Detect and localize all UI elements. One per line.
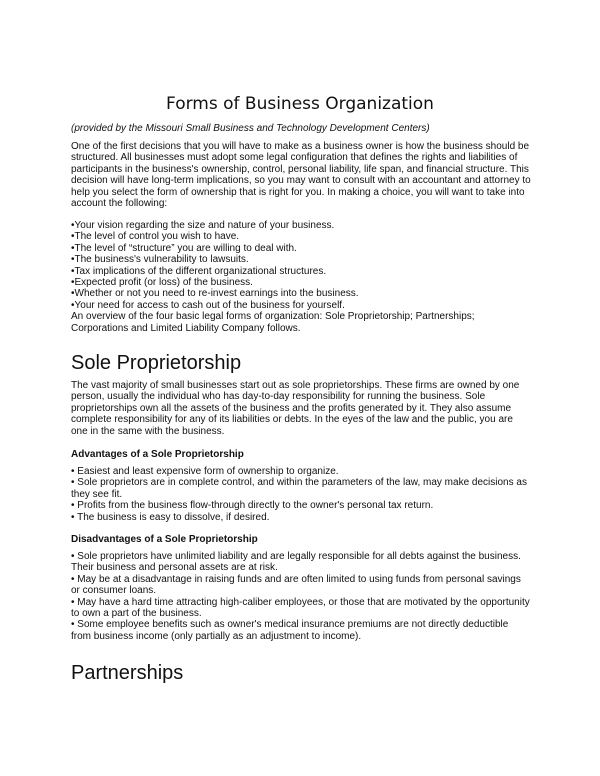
- list-item: • May be at a disadvantage in raising funds and are often limited to using funds from personal savings or consumer loans.: [71, 573, 521, 597]
- considerations-list: [71, 220, 531, 334]
- intro-paragraph: One of the first decisions that you will have to make as a business owner is how the business should be structured. All businesses must adopt some legal configuration that defines the rights and liabilities of participants in the business's ownership, control, personal liability, life span, and financial structure. This decision will have long-term implications, so you may want to consult with an accountant and attorney to help you select the form of ownership that is right for you. In making a choice, you will want to take into account the following:: [71, 141, 531, 210]
- list-item: • Sole proprietors have unlimited liability and are legally responsible for all debts against the business. Their business and personal assets are at risk.: [71, 551, 521, 574]
- advantages-heading: Advantages of a Sole Proprietorship: [71, 449, 244, 460]
- page-title: Forms of Business Organization: [166, 94, 434, 114]
- list-item: • May have a hard time attracting high-caliber employees, or those that are motivated by the opportunity to own a part of the business.: [71, 596, 530, 620]
- list-item: •The level of “structure” you are willing to deal with.: [71, 242, 297, 254]
- list-item: • Some employee benefits such as owner's medical insurance premiums are not directly deductible from business income (only partially as an adjustment to income).: [71, 619, 509, 642]
- list-item: •Your need for access to cash out of the business for yourself.: [71, 299, 345, 311]
- list-item: • Profits from the business flow-through directly to the owner's personal tax return.: [71, 500, 434, 512]
- sole-proprietorship-heading: Sole Proprietorship: [71, 352, 242, 374]
- subtitle: (provided by the Missouri Small Business and Technology Development Centers): [71, 123, 430, 134]
- list-item: • Easiest and least expensive form of ownership to organize.: [71, 466, 339, 477]
- partnerships-heading: Partnerships: [71, 662, 184, 684]
- list-item: •Whether or not you need to re-invest earnings into the business.: [71, 288, 359, 300]
- list-item: •Your vision regarding the size and nature of your business.: [71, 220, 335, 231]
- advantages-list: [71, 466, 531, 523]
- list-item: •The business's vulnerability to lawsuits.: [71, 254, 249, 266]
- disadvantages-list: [71, 551, 531, 642]
- list-item: • Sole proprietors are in complete control, and within the parameters of the law, may make decisions as they see fit.: [71, 477, 527, 500]
- list-item: • The business is easy to dissolve, if desired.: [71, 511, 270, 523]
- list-item: •The level of control you wish to have.: [71, 231, 240, 243]
- disadvantages-heading: Disadvantages of a Sole Proprietorship: [71, 534, 258, 545]
- list-item: •Expected profit (or loss) of the business.: [71, 277, 253, 289]
- sole-proprietorship-paragraph: The vast majority of small businesses start out as sole proprietorships. These firms are owned by one person, usually the individual who has day-to-day responsibility for running the business. Sole proprietorships own all the assets of the business and the profits generated by it. They also assume complete responsibility for any of its liabilities or debts. In the eyes of the law and the public, you are one in the same with the business.: [71, 380, 520, 437]
- overview-text: An overview of the four basic legal forms of organization: Sole Proprietorship; Partnerships; Corporations and Limited Liability Company follows.: [71, 311, 475, 334]
- list-item: •Tax implications of the different organizational structures.: [71, 265, 327, 277]
